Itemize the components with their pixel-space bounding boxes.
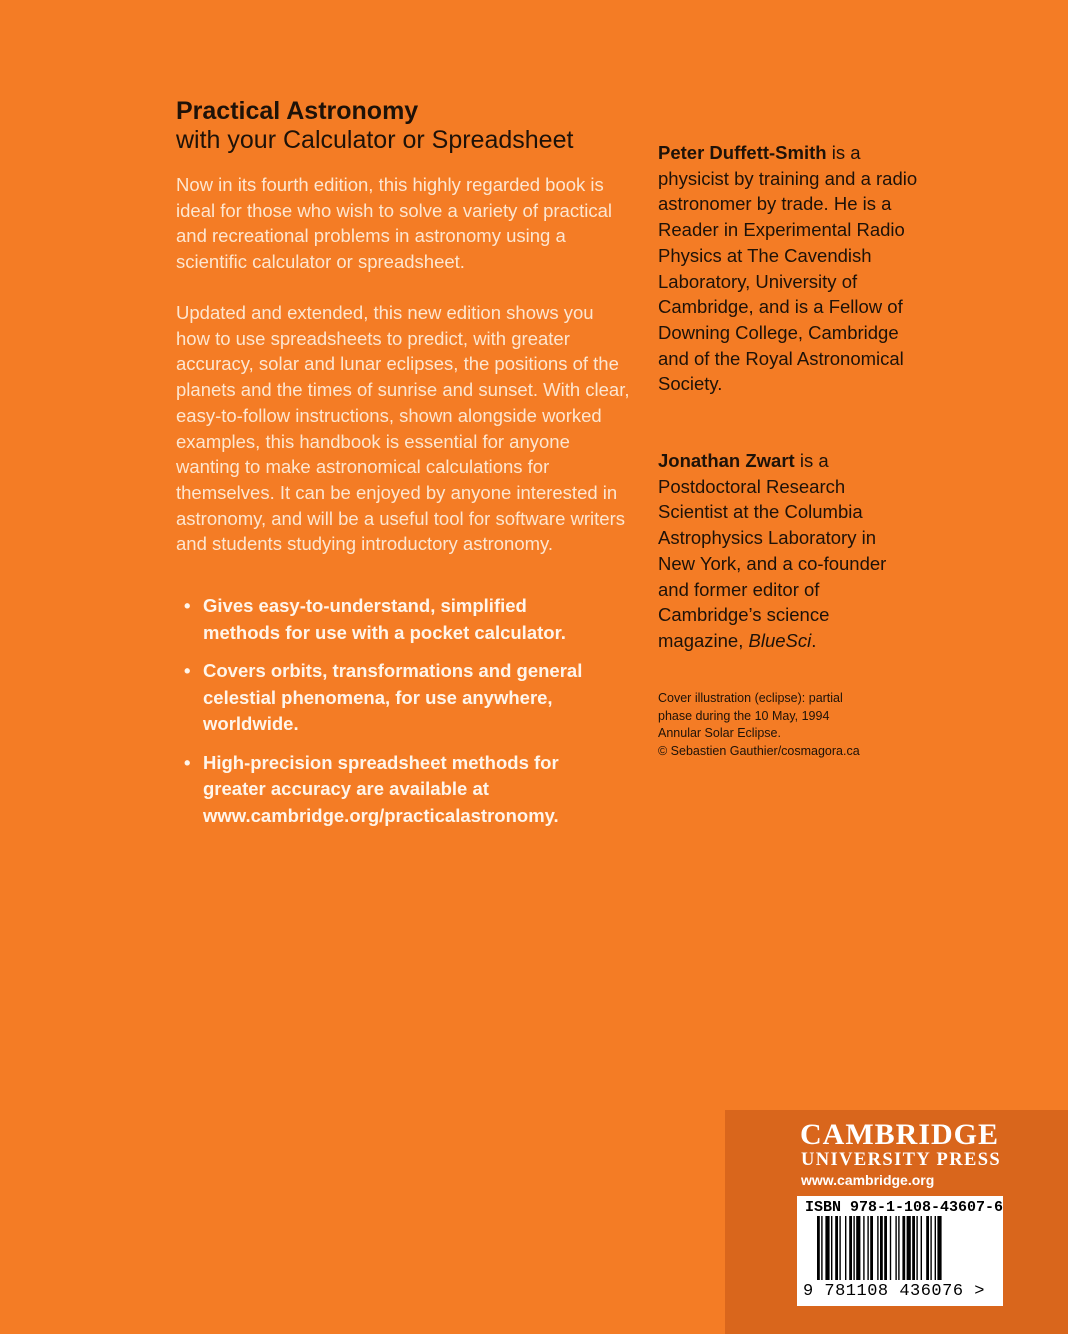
barcode-bar [926,1216,929,1280]
barcode-bar [870,1216,873,1280]
barcode-bar [845,1216,846,1280]
credit-line: Annular Solar Eclipse. [658,726,781,741]
title-block [176,96,573,154]
barcode-bar [884,1216,887,1280]
isbn-barcode [797,1196,1003,1306]
bullet-icon: • [184,751,191,773]
barcode-bar [890,1216,891,1280]
barcode-bar [937,1216,941,1280]
book-subtitle: with your Calculator or Spreadsheet [176,126,574,154]
barcode-bar [849,1216,852,1280]
author-bio-text: is a physicist by training and a radio astronomer by trade. He is a Reader in Experimental Radio Physics at The Cavendish Laboratory, University of Cambridge, and is a Fellow of Downing College, Cambridge and of the Royal Astronomical Society. [658,142,918,395]
barcode-bar [853,1216,854,1280]
credit-line: phase during the 10 May, 1994 [658,708,830,723]
barcode-bar [821,1216,822,1280]
barcode-bar [902,1216,905,1280]
publisher-logo-name: CAMBRIDGE [800,1118,1000,1151]
barcode-bar [935,1216,936,1280]
blurb-paragraph-2: Updated and extended, this new edition shows you how to use spreadsheets to predict, with greater accuracy, solar and lunar eclipses, the positions of the planets and the times of sunrise and sunset. With clear, easy-to-follow instructions, shown alongside worked examples, this handbook is essential for anyone wanting to make astronomical calculations for themselves. It can be enjoyed by anyone interested in astronomy, and will be a useful tool for software writers and students studying introductory astronomy. [176,302,630,555]
book-title: Practical Astronomy [176,97,419,125]
barcode-bar [877,1216,878,1280]
author-name: Jonathan Zwart [658,450,795,471]
barcode-bar [867,1216,868,1280]
feature-item [176,750,596,830]
ean-digits: 9 781108 436076 > [803,1282,985,1301]
credit-line: © Sebastien Gauthier/cosmagora.ca [658,743,860,758]
author-bio-text: is a Postdoctoral Research Scientist at the Columbia Astrophysics Laboratory in New York, and a co-founder and former editor of Cambridge’s science magazine, [658,450,887,651]
barcode-bar [880,1216,883,1280]
publisher-logo-subname: UNIVERSITY PRESS [801,1150,1002,1170]
bullet-icon: • [184,660,191,681]
feature-text: High-precision spreadsheet methods for greater accuracy are available at www.cambridge.org/practicalastronomy. [203,751,559,826]
bio-end: . [811,629,817,651]
barcode-bars [803,1216,983,1282]
barcode-bar [825,1216,829,1280]
barcode-bar [831,1216,832,1280]
blurb-paragraph-1: Now in its fourth edition, this highly regarded book is ideal for those who wish to solve a variety of practical and recreational problems in astronomy using a scientific calculator or spreadsheet. [176,174,612,273]
barcode-bar [835,1216,838,1280]
feature-list [176,593,596,841]
isbn-label: ISBN 978-1-108-43607-6 [805,1199,1004,1216]
feature-item [176,658,596,738]
barcode-bar [898,1216,899,1280]
barcode-bar [916,1216,917,1280]
author-name: Peter Duffett-Smith [658,142,827,163]
barcode-bar [856,1216,860,1280]
magazine-name: BlueSci [748,629,812,651]
barcode-bar [863,1216,864,1280]
feature-text: Gives easy-to-understand, simplified methods for use with a pocket calculator. [203,595,566,643]
feature-item [176,593,596,646]
barcode-bar [895,1216,896,1280]
feature-text: Covers orbits, transformations and general celestial phenomena, for use anywhere, worldwide. [203,660,583,734]
cover-credit [658,690,898,760]
barcode-bar [839,1216,840,1280]
credit-line: Cover illustration (eclipse): partial [658,691,843,705]
publisher-url: www.cambridge.org [801,1172,935,1188]
barcode-bar [907,1216,911,1280]
barcode-bar [912,1216,915,1280]
author-bio-zwart [658,448,918,654]
barcode-bar [930,1216,931,1280]
bullet-icon: • [184,595,191,616]
author-bio-duffett-smith [658,140,918,397]
barcode-bar [921,1216,922,1280]
barcode-bar [817,1216,820,1280]
